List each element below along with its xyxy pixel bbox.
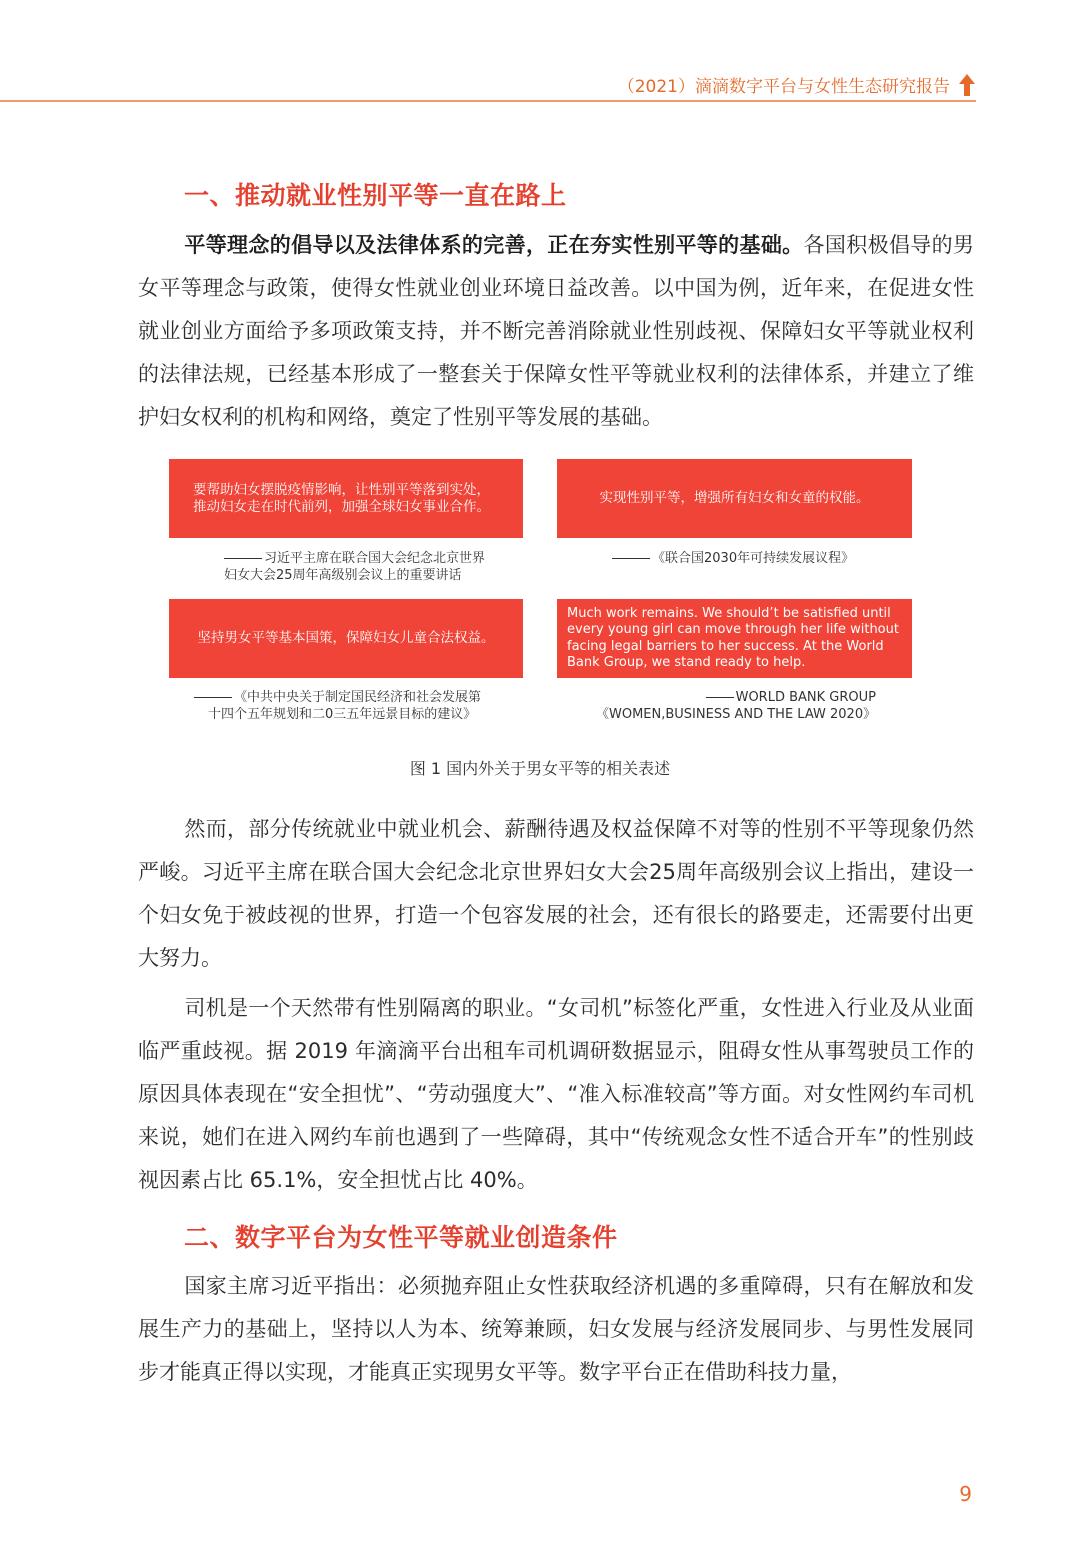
quote-source-4-line2: 《WOMEN,BUSINESS AND THE LAW 2020》 bbox=[596, 707, 877, 722]
quote-text-1: 要帮助妇女摆脱疫情影响，让性别平等落到实处，推动妇女走在时代前列，加强全球妇女事业合作。 bbox=[193, 481, 490, 515]
quote-text-4: Much work remains. We should’t be satisfied until every young girl can move through her life without facing legal barriers to her success. At the World Bank Group, we stand ready to help. bbox=[567, 605, 899, 670]
quote-source-3-line1: 《中共中央关于制定国民经济和社会发展第 bbox=[234, 690, 482, 705]
paragraph-4-body: 国家主席习近平指出：必须抛弃阻止女性获取经济机遇的多重障碍，只有在解放和发展生产力的基础上，坚持以人为本、统筹兼顾，妇女发展与经济发展同步、与男性发展同步才能真正得以实现，才能真正实现男女平等。数字平台正在借助科技力量， bbox=[138, 1274, 974, 1384]
dash-rule bbox=[224, 558, 262, 559]
paragraph-4 bbox=[138, 1265, 974, 1394]
quote-source-2 bbox=[612, 550, 854, 567]
paragraph-3-body: 司机是一个天然带有性别隔离的职业。“女司机”标签化严重，女性进入行业及从业面临严重歧视。据 2019 年滴滴平台出租车司机调研数据显示，阻碍女性从事驾驶员工作的原因具体表现在“安全担忧”、“劳动强度大”、“准入标准较高”等方面。对女性网约车司机来说，她们在进入网约车前也遇到了一些障碍，其中“传统观念女性不适合开车”的性别歧视因素占比 65.1%，安全担忧占比 40%。 bbox=[138, 996, 974, 1192]
quote-text-3: 坚持男女平等基本国策，保障妇女儿童合法权益。 bbox=[197, 630, 495, 646]
quote-source-3 bbox=[194, 689, 481, 723]
section-heading-2: 二、数字平台为女性平等就业创造条件 bbox=[184, 1223, 618, 1252]
quote-box-1 bbox=[169, 459, 523, 538]
quote-source-4 bbox=[596, 689, 876, 723]
paragraph-1-body: 各国积极倡导的男女平等理念与政策，使得女性就业创业环境日益改善。以中国为例，近年来，在促进女性就业创业方面给予多项政策支持，并不断完善消除就业性别歧视、保障妇女平等就业权利的法律法规，已经基本形成了一整套关于保障女性平等就业权利的法律体系，并建立了维护妇女权利的机构和网络，奠定了性别平等发展的基础。 bbox=[138, 233, 975, 429]
quote-source-1 bbox=[224, 550, 485, 584]
page-number: 9 bbox=[959, 1482, 972, 1506]
up-arrow-icon bbox=[958, 73, 976, 97]
running-header bbox=[618, 72, 976, 97]
quote-source-1-line2: 妇女大会25周年高级别会议上的重要讲话 bbox=[224, 568, 462, 583]
header-divider bbox=[0, 100, 976, 102]
quote-source-2-line1: 《联合国2030年可持续发展议程》 bbox=[652, 551, 855, 566]
dash-rule bbox=[194, 697, 232, 698]
paragraph-1-lead: 平等理念的倡导以及法律体系的完善，正在夯实性别平等的基础。 bbox=[184, 233, 804, 257]
quote-source-4-line1: WORLD BANK GROUP bbox=[735, 690, 876, 705]
paragraph-2 bbox=[138, 808, 974, 980]
paragraph-3 bbox=[138, 987, 974, 1202]
figure-caption: 图 1 国内外关于男女平等的相关表述 bbox=[409, 759, 671, 778]
header-title: （2021）滴滴数字平台与女性生态研究报告 bbox=[617, 77, 950, 97]
paragraph-2-body: 然而，部分传统就业中就业机会、薪酬待遇及权益保障不对等的性别不平等现象仍然严峻。习近平主席在联合国大会纪念北京世界妇女大会25周年高级别会议上指出，建设一个妇女免于被歧视的世界，打造一个包容发展的社会，还有很长的路要走，还需要付出更大努力。 bbox=[138, 817, 974, 970]
quote-box-4 bbox=[557, 599, 912, 678]
dash-rule bbox=[706, 697, 734, 698]
quote-text-2: 实现性别平等，增强所有妇女和女童的权能。 bbox=[599, 490, 870, 506]
quote-box-2 bbox=[557, 459, 912, 538]
dash-rule bbox=[612, 558, 650, 559]
section-heading-1: 一、推动就业性别平等一直在路上 bbox=[184, 181, 567, 210]
quote-source-3-line2: 十四个五年规划和二0三五年远景目标的建议》 bbox=[208, 707, 477, 722]
quote-box-3 bbox=[169, 599, 523, 678]
quote-source-1-line1: 习近平主席在联合国大会纪念北京世界 bbox=[264, 551, 486, 566]
paragraph-1 bbox=[138, 224, 974, 439]
